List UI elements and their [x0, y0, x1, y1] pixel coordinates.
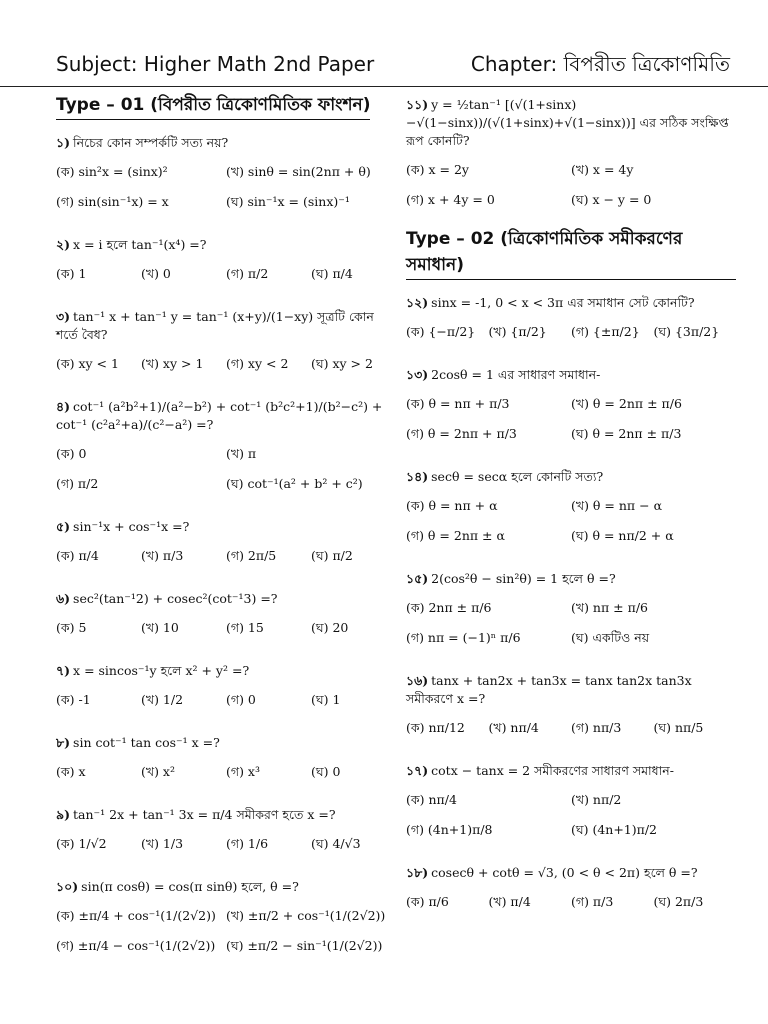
- question-number: ২): [56, 237, 71, 252]
- option: (খ) 0: [141, 266, 171, 281]
- question-15: [406, 570, 736, 588]
- option: (ঘ) 4/√3: [311, 836, 361, 851]
- option: (খ) sinθ = sin(2nπ + θ): [226, 164, 371, 179]
- option: (ঘ) π/4: [311, 266, 353, 281]
- option: (ক) π/6: [406, 894, 449, 909]
- option: (গ) 0: [226, 692, 256, 707]
- options-14: [406, 496, 736, 556]
- question-text: নিচের কোন সম্পর্কটি সত্য নয়?: [73, 135, 229, 150]
- question-number: ১৬): [406, 673, 429, 688]
- question-18: [406, 864, 736, 882]
- option: (ক) x = 2y: [406, 162, 469, 177]
- options-16: [406, 718, 736, 748]
- option: (ক) θ = nπ + α: [406, 498, 498, 513]
- option: (ক) 2nπ ± π/6: [406, 600, 492, 615]
- option: (খ) 1/2: [141, 692, 184, 707]
- options-10: [56, 906, 396, 966]
- question-3: [56, 308, 396, 344]
- option: (ক) 1: [56, 266, 87, 281]
- type-02-heading: Type – 02 (ত্রিকোণমিতিক সমীকরণের সমাধান): [406, 226, 736, 280]
- option: (ক) -1: [56, 692, 91, 707]
- option: (গ) θ = 2nπ ± α: [406, 528, 505, 543]
- question-text: x = i হলে tan⁻¹(x⁴) =?: [73, 237, 207, 252]
- question-number: ৪): [56, 399, 71, 414]
- question-13: [406, 366, 736, 384]
- option: (গ) 2π/5: [226, 548, 277, 563]
- option: (গ) ±π/4 − cos⁻¹(1/(2√2)): [56, 938, 216, 953]
- question-7: [56, 662, 396, 680]
- option: (খ) 1/3: [141, 836, 184, 851]
- option: (ক) 5: [56, 620, 87, 635]
- option: (ঘ) (4n+1)π/2: [571, 822, 658, 837]
- option: (খ) nπ/4: [488, 720, 539, 735]
- option: (খ) π: [226, 446, 257, 461]
- question-number: ১১): [406, 97, 429, 112]
- question-text: cosecθ + cotθ = √3, (0 < θ < 2π) হলে θ =?: [431, 865, 698, 880]
- question-text: sin⁻¹x + cos⁻¹x =?: [73, 519, 190, 534]
- option: (ঘ) 20: [311, 620, 349, 635]
- options-8: [56, 762, 396, 792]
- options-9: [56, 834, 396, 864]
- question-text: sinx = -1, 0 < x < 3π এর সমাধান সেট কোনটি?: [431, 295, 695, 310]
- question-16: [406, 672, 736, 708]
- option: (ক) sin²x = (sinx)²: [56, 164, 168, 179]
- option: (গ) π/2: [226, 266, 269, 281]
- option: (ক) x: [56, 764, 86, 779]
- option: (ঘ) sin⁻¹x = (sinx)⁻¹: [226, 194, 350, 209]
- option: (গ) π/3: [571, 894, 614, 909]
- option: (ক) ±π/4 + cos⁻¹(1/(2√2)): [56, 908, 216, 923]
- options-7: [56, 690, 396, 720]
- question-5: [56, 518, 396, 536]
- question-10: [56, 878, 396, 896]
- option: (খ) {π/2}: [488, 324, 547, 339]
- question-number: ১৩): [406, 367, 429, 382]
- option: (ঘ) 2π/3: [653, 894, 704, 909]
- question-text: sec²(tan⁻¹2) + cosec²(cot⁻¹3) =?: [73, 591, 278, 606]
- options-1: [56, 162, 396, 222]
- option: (গ) nπ = (−1)ⁿ π/6: [406, 630, 521, 645]
- question-8: [56, 734, 396, 752]
- question-text: tan⁻¹ x + tan⁻¹ y = tan⁻¹ (x+y)/(1−xy) সূত্রটি কোন শর্তে বৈধ?: [56, 309, 374, 342]
- option: (গ) (4n+1)π/8: [406, 822, 493, 837]
- option: (খ) xy > 1: [141, 356, 204, 371]
- option: (গ) xy < 2: [226, 356, 289, 371]
- option: (খ) x²: [141, 764, 175, 779]
- options-12: [406, 322, 736, 352]
- option: (ক) 1/√2: [56, 836, 107, 851]
- option: (ক) nπ/4: [406, 792, 457, 807]
- option: (খ) nπ ± π/6: [571, 600, 649, 615]
- question-text: sin cot⁻¹ tan cos⁻¹ x =?: [73, 735, 220, 750]
- question-number: ১৮): [406, 865, 429, 880]
- option: (গ) 15: [226, 620, 264, 635]
- chapter-title: Chapter: বিপরীত ত্রিকোণমিতি: [470, 52, 730, 76]
- question-14: [406, 468, 736, 486]
- option: (খ) nπ/2: [571, 792, 622, 807]
- question-number: ৮): [56, 735, 71, 750]
- option: (গ) θ = 2nπ + π/3: [406, 426, 517, 441]
- option: (ক) xy < 1: [56, 356, 119, 371]
- option: (গ) nπ/3: [571, 720, 622, 735]
- option: (ক) π/4: [56, 548, 99, 563]
- question-text: sin(π cosθ) = cos(π sinθ) হলে, θ =?: [81, 879, 299, 894]
- question-number: ১২): [406, 295, 429, 310]
- option: (খ) 10: [141, 620, 179, 635]
- option: (গ) sin(sin⁻¹x) = x: [56, 194, 169, 209]
- question-9: [56, 806, 396, 824]
- right-column: [406, 92, 736, 922]
- question-text: tanx + tan2x + tan3x = tanx tan2x tan3x সমীকরণে x =?: [406, 673, 692, 706]
- question-text: cotx − tanx = 2 সমীকরণের সাধারণ সমাধান-: [431, 763, 674, 778]
- question-number: ১৭): [406, 763, 429, 778]
- option: (ঘ) x − y = 0: [571, 192, 652, 207]
- question-4: [56, 398, 396, 434]
- question-11: [406, 96, 736, 150]
- options-13: [406, 394, 736, 454]
- question-number: ৫): [56, 519, 71, 534]
- question-number: ১): [56, 135, 71, 150]
- option: (ঘ) θ = nπ/2 + α: [571, 528, 674, 543]
- question-6: [56, 590, 396, 608]
- page-header: [0, 0, 768, 87]
- question-text: x = sincos⁻¹y হলে x² + y² =?: [73, 663, 250, 678]
- option: (ঘ) 0: [311, 764, 341, 779]
- option: (খ) π/4: [488, 894, 531, 909]
- options-4: [56, 444, 396, 504]
- option: (ঘ) xy > 2: [311, 356, 373, 371]
- question-text: tan⁻¹ 2x + tan⁻¹ 3x = π/4 সমীকরণ হতে x =?: [73, 807, 336, 822]
- option: (ক) θ = nπ + π/3: [406, 396, 510, 411]
- option: (ঘ) π/2: [311, 548, 353, 563]
- option: (ঘ) 1: [311, 692, 341, 707]
- option: (ঘ) cot⁻¹(a² + b² + c²): [226, 476, 363, 491]
- options-3: [56, 354, 396, 384]
- options-15: [406, 598, 736, 658]
- option: (ক) 0: [56, 446, 87, 461]
- options-18: [406, 892, 736, 922]
- question-17: [406, 762, 736, 780]
- type-01-heading: Type – 01 (বিপরীত ত্রিকোণমিতিক ফাংশন): [56, 92, 370, 120]
- options-11: [406, 160, 736, 220]
- question-12: [406, 294, 736, 312]
- question-text: cot⁻¹ (a²b²+1)/(a²−b²) + cot⁻¹ (b²c²+1)/(b²−c²) + cot⁻¹ (c²a²+a)/(c²−a²) =?: [56, 399, 383, 432]
- option: (গ) x³: [226, 764, 260, 779]
- option: (ঘ) nπ/5: [653, 720, 704, 735]
- option: (ক) {−π/2}: [406, 324, 476, 339]
- question-number: ৩): [56, 309, 71, 324]
- question-2: [56, 236, 396, 254]
- question-text: 2(cos²θ − sin²θ) = 1 হলে θ =?: [431, 571, 616, 586]
- question-number: ৯): [56, 807, 71, 822]
- option: (খ) ±π/2 + cos⁻¹(1/(2√2)): [226, 908, 386, 923]
- option: (গ) {±π/2}: [571, 324, 640, 339]
- option: (ঘ) {3π/2}: [653, 324, 720, 339]
- option: (ঘ) একটিও নয়: [571, 630, 650, 645]
- question-number: ১৫): [406, 571, 429, 586]
- option: (খ) θ = nπ − α: [571, 498, 663, 513]
- question-text: y = ½tan⁻¹ [(√(1+sinx)−√(1−sinx))/(√(1+sinx)+√(1−sinx))] এর সঠিক সংক্ষিপ্ত রূপ কোনটি?: [406, 97, 729, 148]
- option: (ক) nπ/12: [406, 720, 465, 735]
- question-1: [56, 134, 396, 152]
- option: (গ) 1/6: [226, 836, 269, 851]
- option: (গ) x + 4y = 0: [406, 192, 495, 207]
- option: (গ) π/2: [56, 476, 99, 491]
- question-number: ৬): [56, 591, 71, 606]
- option: (ঘ) θ = 2nπ ± π/3: [571, 426, 682, 441]
- question-number: ১০): [56, 879, 79, 894]
- option: (ঘ) ±π/2 − sin⁻¹(1/(2√2)): [226, 938, 383, 953]
- question-number: ১৪): [406, 469, 429, 484]
- subject-title: Subject: Higher Math 2nd Paper: [56, 52, 375, 76]
- option: (খ) π/3: [141, 548, 184, 563]
- question-text: 2cosθ = 1 এর সাধারণ সমাধান-: [431, 367, 601, 382]
- options-6: [56, 618, 396, 648]
- option: (খ) x = 4y: [571, 162, 634, 177]
- options-17: [406, 790, 736, 850]
- option: (খ) θ = 2nπ ± π/6: [571, 396, 682, 411]
- options-2: [56, 264, 396, 294]
- question-text: secθ = secα হলে কোনটি সত্য?: [431, 469, 604, 484]
- options-5: [56, 546, 396, 576]
- question-number: ৭): [56, 663, 71, 678]
- left-column: [56, 92, 396, 966]
